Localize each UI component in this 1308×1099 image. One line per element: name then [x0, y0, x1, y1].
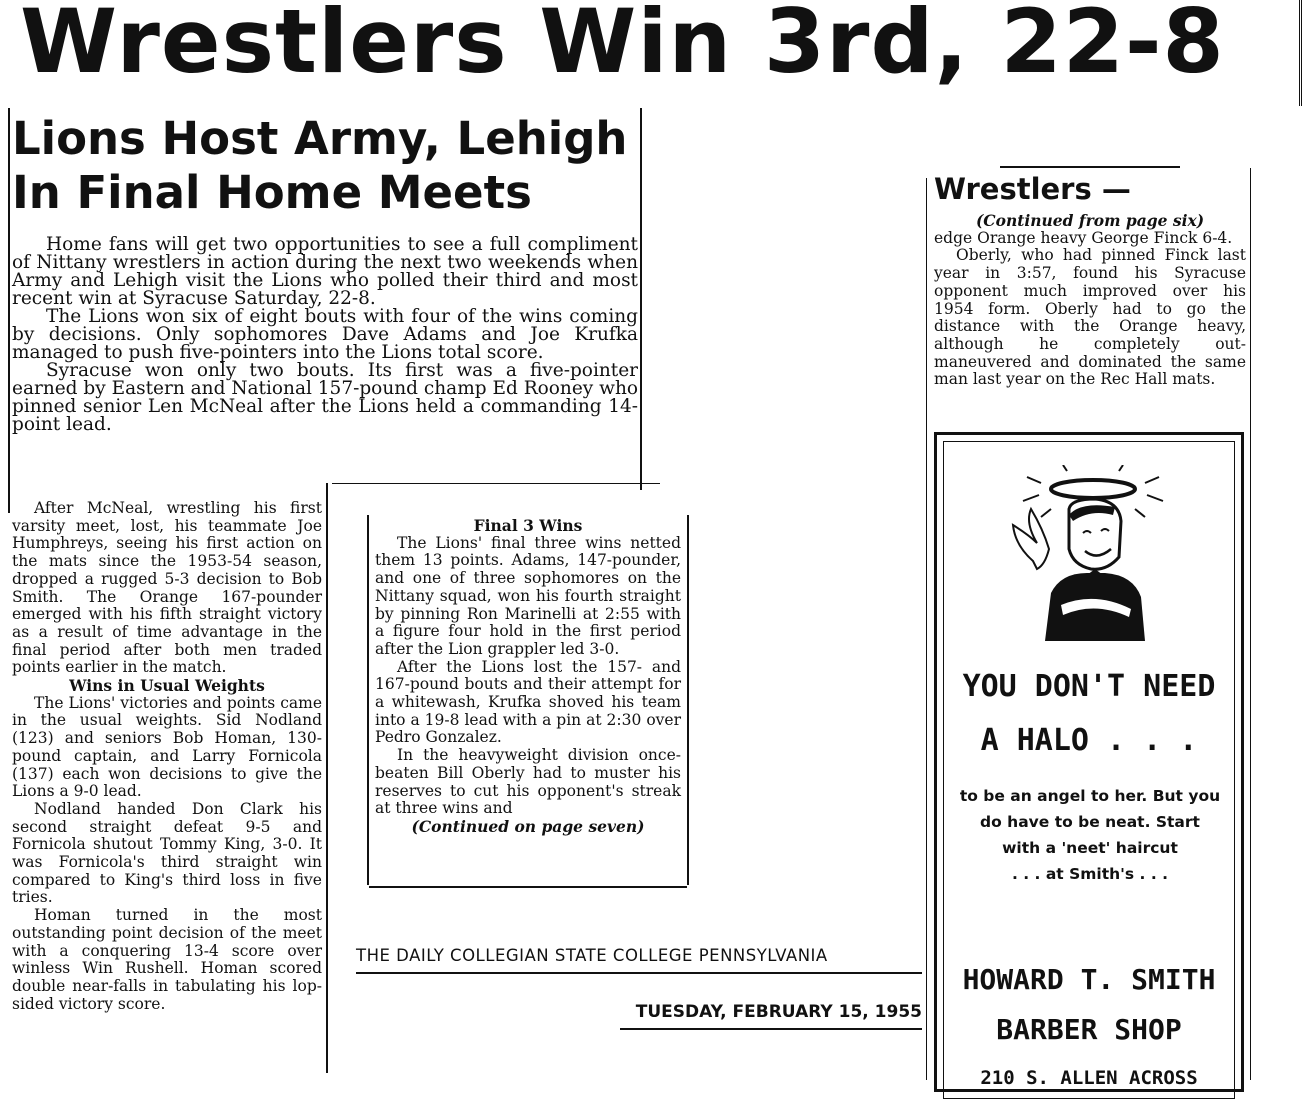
ad-body-line: to be an angel to her. But you	[959, 787, 1221, 805]
box-subhead: Final 3 Wins	[473, 516, 583, 535]
right-column-rule	[926, 178, 927, 1080]
box-paragraph: In the heavyweight division once-beaten Bill Oberly had to muster his reserves to cut his opponent's streak at three wins and	[375, 746, 681, 818]
column-rule-mid	[326, 483, 328, 1073]
continuation-rule	[1000, 166, 1180, 168]
ad-headline-1: YOU DON'T NEED	[962, 669, 1216, 704]
continuation-paragraph: edge Orange heavy George Finck 6-4.	[934, 228, 1233, 247]
box-paragraph: The Lions' final three wins netted them 13 points. Adams, 147-pounder, and one of three sophomores on the Nittany squad, won his fourth straight by pinning Ron Marinelli at 2:55 with a figure four hold in the first period after the Lion grappler led 3-0.	[375, 533, 681, 658]
left-column	[12, 500, 322, 1013]
lead-paragraph: The Lions won six of eight bouts with four of the wins coming by decisions. Only sophomores Dave Adams and Joe Krufka managed to push five-pointers into the Lions total score.	[12, 306, 638, 363]
box-paragraph: After the Lions lost the 157- and 167-pound bouts and their attempt for a whitewash, Krufka shoved his team into a 19-8 lead with a pin at 2:30 over Pedro Gonzalez.	[375, 657, 681, 747]
right-edge-rule	[1250, 168, 1251, 1080]
body-paragraph: Nodland handed Don Clark his second straight defeat 9-5 and Fornicola shutout Tommy King, 3-0. It was Fornicola's third straight win compared to King's third loss in five tries.	[12, 799, 322, 907]
section-rule	[332, 483, 660, 484]
lead-paragraph: Syracuse won only two bouts. Its first was a five-pointer earned by Eastern and National 157-pound champ Ed Rooney who pinned senior Len McNeal after the Lions held a commanding 14-point lead.	[12, 360, 638, 435]
ad-body-line: . . . at Smith's . . .	[1011, 865, 1168, 883]
continued-from: (Continued from page six)	[975, 211, 1205, 230]
column-subhead: Wins in Usual Weights	[69, 676, 265, 696]
dateline-rule	[620, 1028, 922, 1030]
story-subhead	[12, 112, 642, 220]
headline-rule	[1299, 0, 1302, 106]
masthead: THE DAILY COLLEGIAN STATE COLLEGE PENNSYLVANIA	[356, 946, 828, 965]
subhead-line-1: Lions Host Army, Lehigh	[12, 112, 628, 165]
ad-business-name: HOWARD T. SMITH	[962, 963, 1216, 996]
box-column	[367, 515, 689, 885]
body-paragraph: Homan turned in the most outstanding point decision of the meet with a conquering 13-4 score over winless Win Rushell. Homan scored double near-falls in tabulating his lop-sided victory score.	[12, 906, 322, 1013]
dateline: TUESDAY, FEBRUARY 15, 1955	[635, 1002, 922, 1022]
ad-body	[943, 783, 1237, 887]
column-rule-left	[8, 108, 10, 513]
ad-business-type: BARBER SHOP	[996, 1013, 1182, 1046]
lead-paragraph: Home fans will get two opportunities to see a full compliment of Nittany wrestlers in action during the next two weekends when Army and Lehigh visit the Lions who polled their third and most recent win at Syracuse Saturday, 22-8.	[12, 234, 638, 309]
box-bottom-rule	[369, 886, 687, 888]
continuation-head: Wrestlers —	[934, 172, 1131, 206]
subhead-line-2: In Final Home Meets	[12, 166, 532, 219]
body-paragraph: After McNeal, wrestling his first varsity meet, lost, his teammate Joe Humphreys, seeing his first action on the mats since the 1953-54 season, dropped a rugged 5-3 decision to Bob Smith. The Orange 167-pounder emerged with his fifth straight victory as a result of time advantage in the final period after both men traded points earlier in the match.	[12, 499, 322, 677]
lead-paragraphs	[12, 236, 638, 434]
continuation-body	[934, 212, 1246, 389]
ad-address: 210 S. ALLEN ACROSS	[980, 1067, 1198, 1089]
masthead-rule	[356, 972, 922, 974]
barber-advertisement	[934, 432, 1244, 1092]
headline: Wrestlers Win 3rd, 22-8	[20, 0, 1225, 93]
body-paragraph: The Lions' victories and points came in the usual weights. Sid Nodland (123) and seniors Bob Homan, 130-pound captain, and Larry Fornicola (137) each won decisions to give the Lions a 9-0 lead.	[12, 693, 322, 801]
ad-body-line: with a 'neet' haircut	[1002, 839, 1178, 857]
continuation-paragraph: Oberly, who had pinned Finck last year in 3:57, found his Syracuse opponent much improved over his 1954 form. Oberly had to go the distance with the Orange heavy, although he completely out-maneuvered and dominated the same man last year on the Rec Hall mats.	[934, 246, 1246, 389]
ad-headline-2: A HALO . . .	[980, 723, 1198, 758]
angel-figure-illustration	[1011, 465, 1171, 645]
ad-body-line: do have to be neat. Start	[980, 813, 1200, 831]
box-content	[375, 517, 681, 836]
continued-note: (Continued on page seven)	[411, 816, 645, 836]
